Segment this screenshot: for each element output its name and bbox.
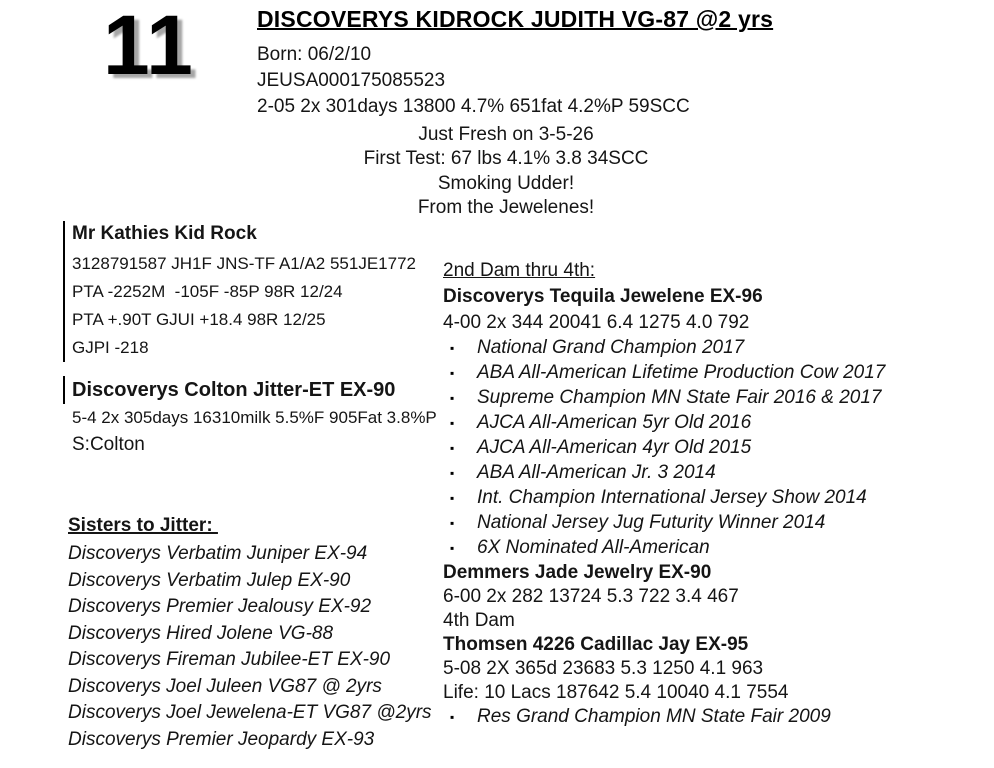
award-text: 6X Nominated All-American <box>477 537 710 558</box>
sister-item: Discoverys Premier Jealousy EX-92 <box>68 596 372 617</box>
sister-item: Discoverys Joel Juleen VG87 @ 2yrs <box>68 675 382 697</box>
fourth-dam-life-record: Life: 10 Lacs 187642 5.4 10040 4.1 7554 <box>443 682 789 703</box>
bullet-square-icon: ▪ <box>450 541 455 555</box>
fresh-date-line: Just Fresh on 3-5-26 <box>418 124 594 145</box>
bullet-square-icon: ▪ <box>450 466 455 480</box>
award-text: National Jersey Jug Futurity Winner 2014 <box>477 512 826 533</box>
registration-line: JEUSA000175085523 <box>257 70 446 91</box>
award-text: Res Grand Champion MN State Fair 2009 <box>477 706 831 727</box>
bullet-square-icon: ▪ <box>450 391 455 405</box>
third-dam-record: 6-00 2x 282 13724 5.3 722 3.4 467 <box>443 586 739 607</box>
bullet-square-icon: ▪ <box>450 710 455 724</box>
dam-block <box>63 376 437 458</box>
sire-gjpi-line: GJPI -218 <box>72 338 149 357</box>
award-text: ABA All-American Lifetime Production Cow 2017 <box>477 362 886 383</box>
award-text: Supreme Champion MN State Fair 2016 & 2017 <box>477 387 882 408</box>
sister-item: Discoverys Joel Jewelena-ET VG87 @2yrs <box>68 702 432 723</box>
sisters-heading: Sisters to Jitter: <box>68 515 218 536</box>
sire-id-line: 3128791587 JH1F JNS-TF A1/A2 551JE1772 <box>72 254 416 273</box>
first-test-line: First Test: 67 lbs 4.1% 3.8 34SCC <box>363 148 649 170</box>
sister-item: Discoverys Verbatim Juniper EX-94 <box>68 543 368 564</box>
lot-number: 11 <box>103 0 194 92</box>
second-dam-name: Discoverys Tequila Jewelene EX-96 <box>443 286 763 307</box>
udder-comment-line: Smoking Udder! <box>437 172 575 194</box>
sire-pta-line-2: PTA +.90T GJUI +18.4 98R 12/25 <box>72 310 326 329</box>
header-block <box>257 6 773 120</box>
sister-item: Discoverys Premier Jeopardy EX-93 <box>68 728 375 750</box>
award-item <box>443 461 933 486</box>
award-item <box>443 361 933 386</box>
third-dam-name: Demmers Jade Jewelry EX-90 <box>443 562 712 583</box>
award-text: AJCA All-American 5yr Old 2016 <box>477 412 752 433</box>
fourth-dam-record: 5-08 2X 365d 23683 5.3 1250 4.1 963 <box>443 658 764 679</box>
sister-item: Discoverys Verbatim Julep EX-90 <box>68 569 351 591</box>
bullet-square-icon: ▪ <box>450 516 455 530</box>
second-dam-section-heading: 2nd Dam thru 4th: <box>443 260 596 281</box>
second-dam-record: 4-00 2x 344 20041 6.4 1275 4.0 792 <box>443 312 750 333</box>
sisters-block <box>68 512 432 753</box>
award-item <box>443 386 933 411</box>
bullet-square-icon: ▪ <box>450 491 455 505</box>
award-item <box>443 436 933 461</box>
born-line: Born: 06/2/10 <box>257 44 372 65</box>
award-item <box>443 705 933 730</box>
lactation-record-line: 2-05 2x 301days 13800 4.7% 651fat 4.2%P 59SCC <box>257 96 690 117</box>
maternal-line-block <box>443 258 933 730</box>
sister-item: Discoverys Fireman Jubilee-ET EX-90 <box>68 649 391 670</box>
bullet-square-icon: ▪ <box>450 341 455 355</box>
sire-name: Mr Kathies Kid Rock <box>72 223 257 244</box>
sire-block <box>63 221 416 362</box>
award-item <box>443 511 933 536</box>
dam-name: Discoverys Colton Jitter-ET EX-90 <box>63 376 437 404</box>
award-item <box>443 411 933 436</box>
animal-title: DISCOVERYS KIDROCK JUDITH VG-87 @2 yrs <box>257 6 774 32</box>
fourth-dam-label: 4th Dam <box>443 610 515 631</box>
sister-item: Discoverys Hired Jolene VG-88 <box>68 622 334 644</box>
award-text: Int. Champion International Jersey Show 2014 <box>477 487 867 508</box>
award-item <box>443 536 933 561</box>
sire-pta-line-1: PTA -2252M -105F -85P 98R 12/24 <box>72 282 343 301</box>
award-item <box>443 486 933 511</box>
dam-record-line: 5-4 2x 305days 16310milk 5.5%F 905Fat 3.8%P <box>72 408 437 427</box>
dam-sire-line: S:Colton <box>72 434 145 455</box>
bullet-square-icon: ▪ <box>450 441 455 455</box>
bullet-square-icon: ▪ <box>450 366 455 380</box>
bullet-square-icon: ▪ <box>450 416 455 430</box>
announcement-block <box>278 123 734 220</box>
award-text: ABA All-American Jr. 3 2014 <box>477 462 716 483</box>
award-item <box>443 336 933 361</box>
award-text: AJCA All-American 4yr Old 2015 <box>477 437 752 458</box>
fourth-dam-name: Thomsen 4226 Cadillac Jay EX-95 <box>443 634 749 655</box>
award-text: National Grand Champion 2017 <box>477 337 745 358</box>
family-comment-line: From the Jewelenes! <box>417 196 595 218</box>
